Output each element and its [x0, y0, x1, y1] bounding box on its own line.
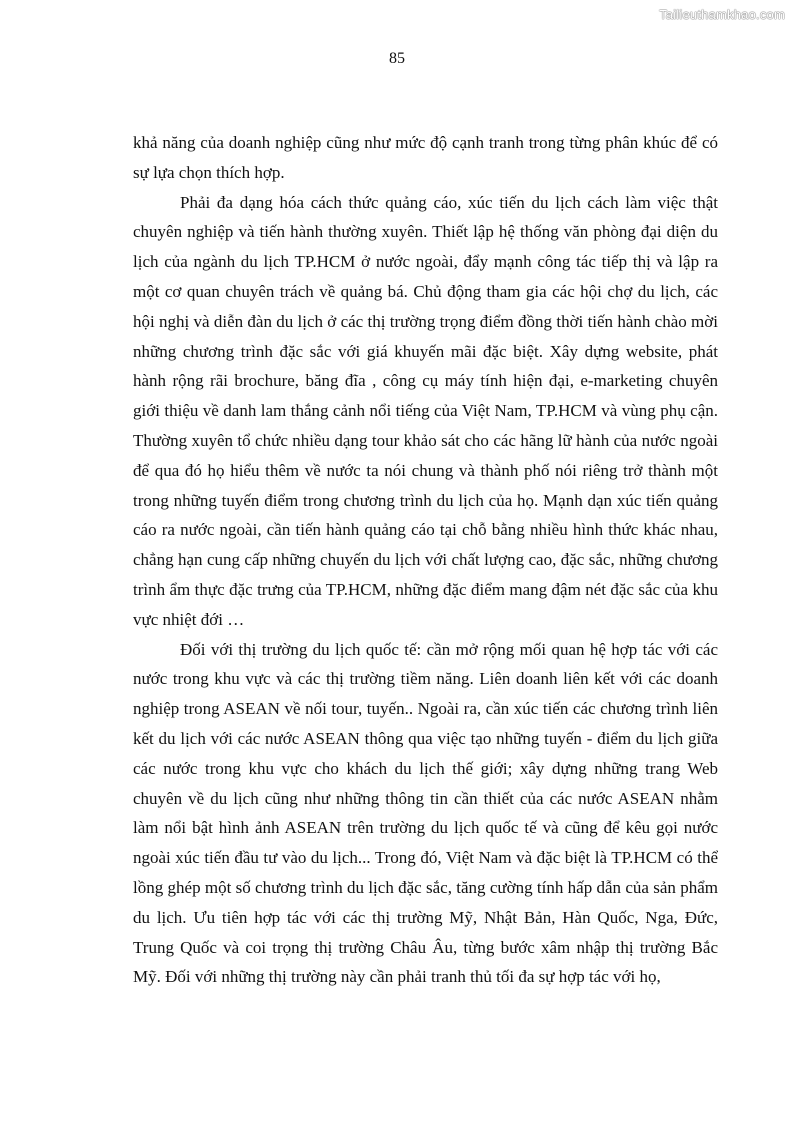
body-text [133, 128, 718, 992]
paragraph-continuation: khả năng của doanh nghiệp cũng như mức độ cạnh tranh trong từng phân khúc để có sự lựa chọn thích hợp. [133, 133, 718, 182]
paragraph-advertising: Phải đa dạng hóa cách thức quảng cáo, xúc tiến du lịch cách làm việc thật chuyên nghiệp và tiến hành thường xuyên. Thiết lập hệ thống văn phòng đại diện du lịch của ngành du lịch TP.HCM ở nước ngoài, đẩy mạnh công tác tiếp thị và lập ra một cơ quan chuyên trách về quảng bá. Chủ động tham gia các hội chợ du lịch, các hội nghị và diễn đàn du lịch ở các thị trường trọng điểm đồng thời tiến hành chào mời những chương trình đặc sắc với giá khuyến mãi đặc biệt. Xây dựng website, phát hành rộng rãi brochure, băng đĩa , công cụ máy tính hiện đại, e-marketing chuyên giới thiệu về danh lam thắng cảnh nổi tiếng của Việt Nam, TP.HCM và vùng phụ cận. Thường xuyên tổ chức nhiều dạng tour khảo sát cho các hãng lữ hành của nước ngoài để qua đó họ hiểu thêm về nước ta nói chung và thành phố nói riêng trở thành một trong những tuyến điểm trong chương trình du lịch của họ. Mạnh dạn xúc tiến quảng cáo ra nước ngoài, cần tiến hành quảng cáo tại chỗ bằng nhiều hình thức khác nhau, chẳng hạn cung cấp những chuyến du lịch với chất lượng cao, đặc sắc, những chương trình ẩm thực đặc trưng của TP.HCM, những đặc điểm mang đậm nét đặc sắc của khu vực nhiệt đới … [133, 192, 718, 629]
paragraph-international-market: Đối với thị trường du lịch quốc tế: cần mở rộng mối quan hệ hợp tác với các nước trong khu vực và các thị trường tiềm năng. Liên doanh liên kết với các doanh nghiệp trong ASEAN về nối tour, tuyến.. Ngoài ra, cần xúc tiến các chương trình liên kết du lịch với các nước ASEAN thông qua việc tạo những tuyến - điểm du lịch giữa các nước trong khu vực cho khách du lịch thế giới; xây dựng những trang Web chuyên về du lịch cũng như những thông tin cần thiết của các nước ASEAN nhằm làm nổi bật hình ảnh ASEAN trên trường du lịch quốc tế và cũng để kêu gọi nước ngoài xúc tiến đầu tư vào du lịch... Trong đó, Việt Nam và đặc biệt là TP.HCM có thể lồng ghép một số chương trình du lịch đặc sắc, tăng cường tính hấp dẫn của sản phẩm du lịch. Ưu tiên hợp tác với các thị trường Mỹ, Nhật Bản, Hàn Quốc, Nga, Đức, Trung Quốc và coi trọng thị trường Châu Âu, từng bước xâm nhập thị trường Bắc Mỹ. Đối với những thị trường này cần phải tranh thủ tối đa sự hợp tác với họ, [133, 639, 718, 987]
watermark: Tailieuthamkhao.com [659, 7, 785, 22]
page-number: 85 [389, 50, 405, 67]
